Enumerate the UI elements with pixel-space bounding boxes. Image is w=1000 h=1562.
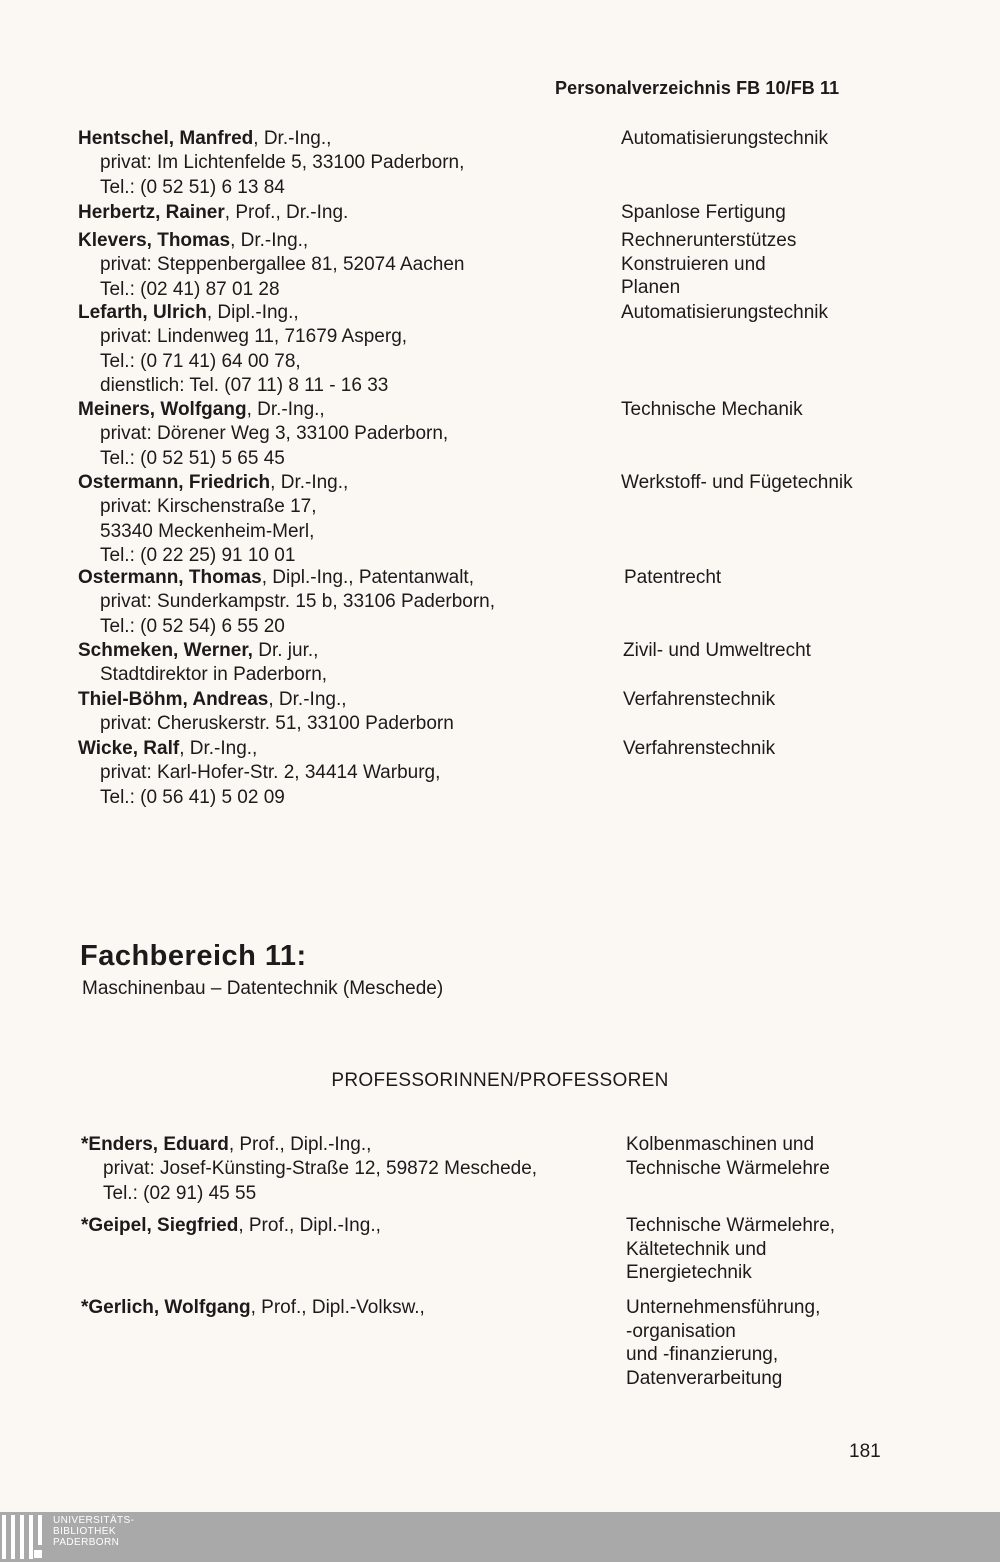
detail-line: Tel.: (0 22 25) 91 10 01	[100, 545, 296, 567]
field-line: Spanlose Fertigung	[621, 202, 786, 223]
detail-line: privat: Lindenweg 11, 71679 Asperg,	[100, 326, 408, 348]
person-title: , Dr.-Ing.,	[253, 128, 332, 149]
field-line: und -finanzierung,	[626, 1344, 779, 1365]
detail-line: Tel.: (0 71 41) 64 00 78,	[100, 350, 301, 372]
section-subtitle: Maschinenbau – Datentechnik (Meschede)	[82, 978, 444, 999]
detail-line: Tel.: (0 52 51) 6 13 84	[100, 176, 285, 198]
person-title: , Dr.-Ing.,	[179, 738, 258, 759]
field-line: Verfahrenstechnik	[623, 738, 776, 759]
person-title: , Dipl.-Ing.,	[206, 302, 299, 323]
field-line: Konstruieren und	[621, 253, 766, 275]
detail-line: Stadtdirektor in Paderborn,	[100, 664, 328, 686]
detail-line: privat: Steppenbergallee 81, 52074 Aachen	[100, 254, 465, 276]
person-name: *Enders, Eduard	[81, 1134, 229, 1155]
person-name: Meiners, Wolfgang	[78, 399, 247, 420]
detail-line: privat: Cheruskerstr. 51, 33100 Paderborn	[100, 713, 454, 735]
person-title: , Prof., Dipl.-Ing.,	[238, 1215, 381, 1236]
person-name: Klevers, Thomas	[78, 230, 231, 251]
person-title: , Dr.-Ing.,	[246, 399, 325, 420]
field-line: Planen	[621, 277, 681, 298]
field-line: Werkstoff- und Fügetechnik	[621, 472, 853, 493]
person-name: Schmeken, Werner,	[78, 640, 253, 661]
person-name: Wicke, Ralf	[78, 738, 180, 759]
person-title: , Dr.-Ing.,	[230, 230, 309, 251]
field-line: Automatisierungstechnik	[621, 128, 828, 149]
field-line: Technische Wärmelehre,	[626, 1215, 836, 1236]
detail-line: Tel.: (0 52 51) 5 65 45	[100, 447, 285, 469]
field-line: Technische Mechanik	[621, 399, 803, 420]
field-line: Kältetechnik und	[626, 1238, 767, 1260]
person-title: , Prof., Dr.-Ing.	[224, 202, 349, 223]
field-line: Rechnerunterstützes	[621, 230, 797, 251]
field-line: Verfahrenstechnik	[623, 689, 776, 710]
field-line: Zivil- und Umweltrecht	[623, 640, 811, 661]
person-name: *Gerlich, Wolfgang	[81, 1297, 251, 1318]
detail-line: 53340 Meckenheim-Merl,	[100, 520, 315, 542]
logo-dot-icon	[34, 1550, 42, 1558]
running-header: Personalverzeichnis FB 10/FB 11	[555, 78, 840, 98]
field-line: Datenverarbeitung	[626, 1367, 783, 1389]
person-name: Ostermann, Friedrich	[78, 472, 271, 493]
detail-line: Tel.: (0 52 54) 6 55 20	[100, 615, 285, 637]
field-line: Unternehmensführung,	[626, 1297, 821, 1318]
person-title: , Prof., Dipl.-Volksw.,	[250, 1297, 425, 1318]
field-line: Kolbenmaschinen und	[626, 1134, 815, 1155]
person-name: Lefarth, Ulrich	[78, 302, 207, 323]
library-footer	[0, 1512, 1000, 1562]
detail-line: dienstlich: Tel. (07 11) 8 11 - 16 33	[100, 375, 389, 397]
library-name-line: BIBLIOTHEK	[53, 1526, 116, 1537]
library-name-line: PADERBORN	[53, 1537, 120, 1548]
group-heading: PROFESSORINNEN/PROFESSOREN	[331, 1070, 669, 1091]
field-line: Energietechnik	[626, 1262, 752, 1283]
person-name: *Geipel, Siegfried	[81, 1215, 239, 1236]
person-title: , Dr.-Ing.,	[270, 472, 349, 493]
library-name-line: UNIVERSITÄTS-	[53, 1515, 135, 1526]
detail-line: Tel.: (02 91) 45 55	[103, 1182, 257, 1204]
field-line: Technische Wärmelehre	[626, 1157, 830, 1179]
detail-line: privat: Dörener Weg 3, 33100 Paderborn,	[100, 423, 449, 445]
detail-line: Tel.: (02 41) 87 01 28	[100, 278, 280, 300]
person-name: Hentschel, Manfred	[78, 128, 254, 149]
person-name: Herbertz, Rainer	[78, 202, 225, 223]
person-name: Ostermann, Thomas	[78, 567, 262, 588]
page-number: 181	[849, 1441, 881, 1462]
detail-line: privat: Im Lichtenfelde 5, 33100 Paderborn,	[100, 152, 465, 174]
detail-line: privat: Kirschenstraße 17,	[100, 496, 317, 518]
detail-line: Tel.: (0 56 41) 5 02 09	[100, 786, 285, 808]
person-title: , Dipl.-Ing., Patentanwalt,	[261, 567, 474, 588]
person-title: , Dr.-Ing.,	[268, 689, 347, 710]
detail-line: privat: Josef-Künsting-Straße 12, 59872 Meschede,	[103, 1158, 538, 1180]
field-line: Patentrecht	[624, 567, 722, 588]
field-line: -organisation	[626, 1320, 736, 1342]
detail-line: privat: Karl-Hofer-Str. 2, 34414 Warburg,	[100, 762, 441, 784]
section-title: Fachbereich 11:	[80, 940, 307, 972]
person-title: Dr. jur.,	[252, 640, 319, 661]
detail-line: privat: Sunderkampstr. 15 b, 33106 Paderborn,	[100, 591, 496, 613]
person-name: Thiel-Böhm, Andreas	[78, 689, 269, 710]
library-name	[53, 1515, 134, 1548]
field-line: Automatisierungstechnik	[621, 302, 828, 323]
person-title: , Prof., Dipl.-Ing.,	[228, 1134, 372, 1155]
